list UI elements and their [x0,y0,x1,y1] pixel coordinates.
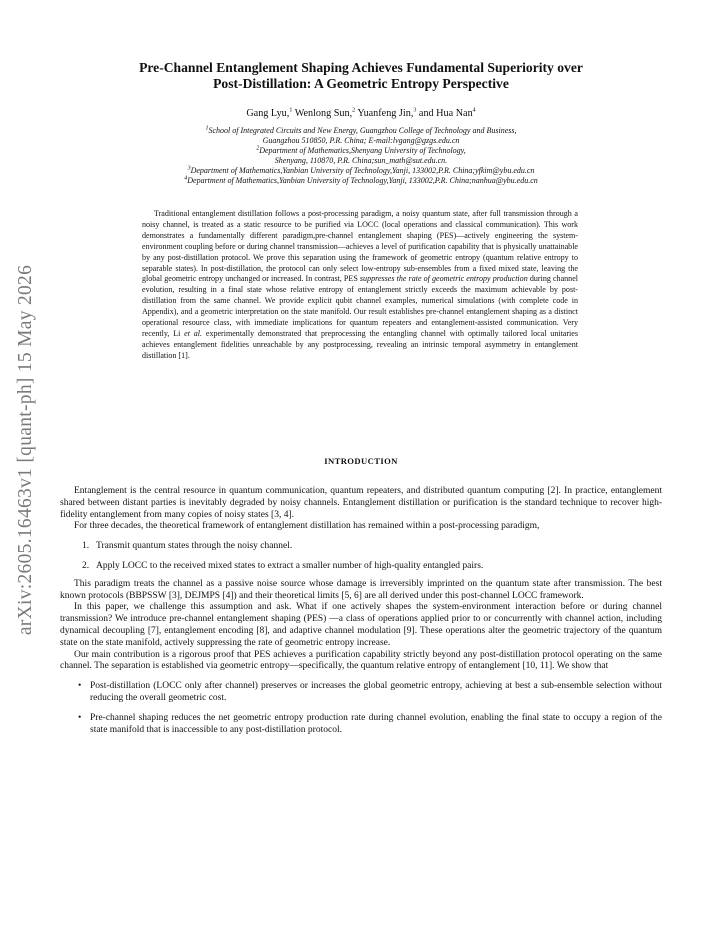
bullet-icon: • [78,681,82,692]
author-name: Wenlong Sun, [292,108,353,119]
introduction-body [60,486,662,744]
author-sup: 3 [413,107,417,114]
author-name: Yuanfeng Jin, [355,108,414,119]
paragraph: This paradigm treats the channel as a passive noise source whose damage is irreversibly imprinted on the quantum state after transmission. The best known protocols (BBPSSW [3], DEJMPS [4]) and their theoretical limits [5, 6] are all derived under this post-channel LOCC framework. [60,578,662,601]
abstract: Traditional entanglement distillation follows a post-processing paradigm, a noisy quantum state, after full transmission through a noisy channel, is treated as a static resource to be purified via LOCC (local operations and classical communication). This work demonstrates a fundamentally different paradigm,pre-channel entanglement shaping (PES)—actively engineering the system-environment coupling before or during channel transmission—achieves a level of purification capability that is physically unattainable by any post-distillation protocol. We prove this separation using the framework of geometric entropy (quantum relative entropy to separable states). In post-distillation, the protocol can only select low-entropy sub-ensembles from a fixed mixed state, leaving the global geometric entropy unchanged or increased. In contrast, PES suppresses the rate of geometric entropy production during channel evolution, resulting in a final state whose relative entropy of entanglement strictly exceeds the maximum achievable by post-distillation from the same channel. We provide explicit qubit channel examples, numerical simulations (with complete code in Appendix), and a geometric interpretation on the state manifold. Our result establishes pre-channel entanglement shaping as a distinct operational resource class, with immediate implications for quantum repeaters and entanglement-assisted communication. Very recently, Li et al. experimentally demonstrated that preprocessing the entangling channel with optimally tailored local unitaries achieves entanglement fidelities unreachable by any postprocessing, revealing an intrinsic temporal asymmetry in entanglement distillation [1]. [142,209,579,360]
paragraph: Our main contribution is a rigorous proof that PES achieves a purification capability strictly beyond any post-distillation protocol operating on the same channel. The separation is established via geometric entropy—specifically, the quantum relative entropy of entanglement [10, 11]. We show that [60,649,662,672]
author-sup: 4 [472,107,476,114]
list-item: • Post-distillation (LOCC only after channel) preserves or increases the global geometric entropy, achieving at best a sub-ensemble selection without reducing the overall geometric cost. [78,681,662,703]
bullet-list [60,681,662,736]
bullet-icon: • [78,712,82,723]
list-item: • Pre-channel shaping reduces the net geometric entropy production rate during channel evolution, enabling the final state to occupy a region of the state manifold that is inaccessible to any post-distillation protocol. [78,712,662,735]
title-line-1: Pre-Channel Entanglement Shaping Achieves Fundamental Superiority over [139,60,583,75]
title-line-2: Post-Distillation: A Geometric Entropy Perspective [213,76,509,91]
numbered-list [60,541,662,573]
paragraph: For three decades, the theoretical framework of entanglement distillation has remained within a post-processing paradigm, [74,521,540,532]
affiliation-line: Guangzhou 510850, P.R. China; E-mail:lvgang@gzgs.edu.cn [262,135,460,145]
affiliation-line: $^1$School of Integrated Circuits and New Energy, Guangzhou College of Technology and Business, [205,125,517,135]
arxiv-sidebar-stamp [8,240,44,660]
author-name: Gang Lyu, [246,108,290,119]
list-item: 1. Transmit quantum states through the noisy channel. [82,541,293,552]
author-sup: 1 [289,107,293,114]
abstract-emphasis: suppresses the rate of geometric entropy production [359,274,528,284]
affiliation-line: Shenyang, 110870, P.R. China;sun_math@sut.edu.cn. [274,155,448,165]
paragraph: In this paper, we challenge this assumption and ask. What if one actively shapes the system-environment interaction before or during channel transmission? We introduce pre-channel entanglement shaping (PES) —a class of operations applied prior to or concurrently with channel action, including dynamical decoupling [7], entanglement encoding [8], and adaptive channel modulation [9]. These operations alter the geometric trajectory of the quantum state on the state manifold, actively suppressing the rate of geometric entropy increase. [60,602,662,648]
author-sup: 2 [352,107,356,114]
paper-title [60,60,662,92]
affiliations [60,126,662,185]
author-name: and Hua Nan [416,108,473,119]
abstract-emphasis: et al. [184,328,203,338]
section-heading-introduction: INTRODUCTION [324,456,398,466]
arxiv-identifier: arXiv:2605.16463v1 [quant-ph] 15 May 2026 [15,264,36,636]
paragraph: Entanglement is the central resource in quantum communication, quantum repeaters, and distributed quantum computing [2]. In practice, entanglement shared between distant parties is inevitably degraded by noisy channels. Entanglement distillation or purification is the standard technique to recover high-fidelity entanglement from many copies of noisy states [3, 4]. [60,486,662,520]
author-list [60,108,662,119]
affiliation-line: $^2$Department of Mathematics,Shenyang University of Technology, [256,145,466,155]
affiliation-line: $^3$Department of Mathematics,Yanbian University of Technology,Yanji, 133002,P.R. China;yfkim@ybu.edu.cn [187,164,535,175]
affiliation-line: $^4$Department of Mathematics,Yanbian University of Technology,Yanji, 133002,P.R. China;nanhua@ybu.edu.cn [184,174,538,185]
list-item: 2. Apply LOCC to the received mixed states to extract a smaller number of high-quality entangled pairs. [82,560,484,571]
